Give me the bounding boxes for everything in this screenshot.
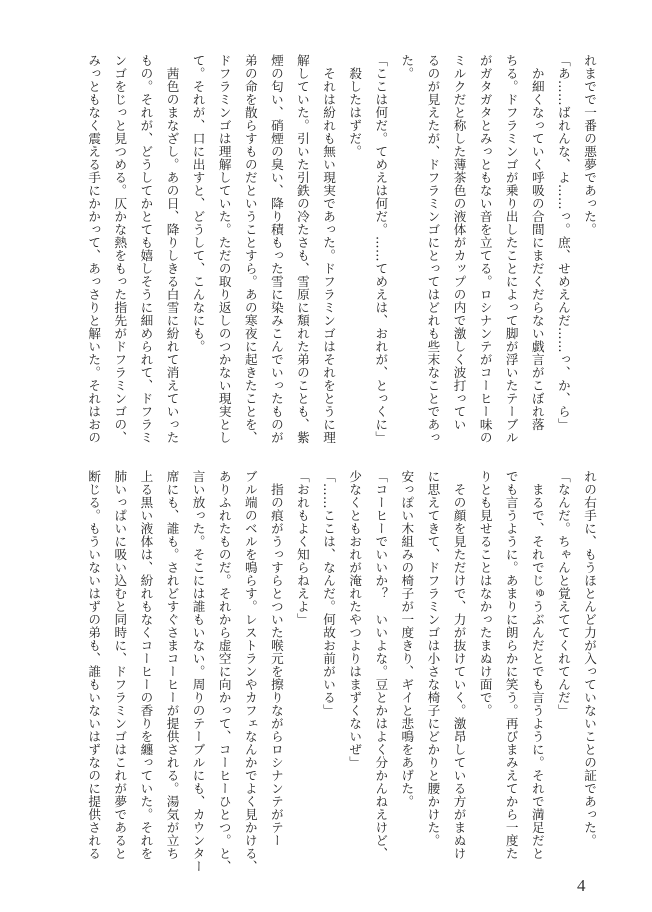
text-line: るのが見えたが、ドフラミンゴにとってはどれも些末なことであっ [425,54,441,444]
text-line: れの右手に、もうほとんど力が入っていないことの証であった。 [582,470,597,847]
text-line: 「あ……ばれんな、よ……っ。庶、せめえんだ……っ、か、ら」 [555,54,571,431]
text-line: ブル端のベルを鳴らす。レストランやカフェなんかでよく見かける、 [242,470,258,873]
text-line: 「おれもよく知らねえよ」 [294,470,310,626]
text-line: 茜色のまなざし。あの日、降りしきる白雪に紛れて消えていった [164,54,180,444]
text-line: 上る黒い液体は、紛れもなくコーヒーの香りを纏っていた。それを [138,470,154,860]
text-line: それは紛れも無い現実であった。ドフラミンゴはそれをとうに理 [321,54,337,444]
text-line: ミルクだと称した薄茶色の液体がカップの内で激しく波打ってい [451,54,467,431]
text-line: か細くなっていく呼吸の合間にまだくだらない戯言がこぼれ落 [529,54,545,431]
text-line: 少なくともおれが淹れたやつよりはまずくないぜ」 [347,470,363,769]
text-line: その顔を見ただけで、力が抜けていく。激昂している方がまぬけ [451,470,467,860]
text-line: ンゴをじっと見つめる。仄かな熱をもった指先がドフラミンゴの、 [112,54,128,444]
text-line: 席にも、誰も。されどすぐさまコーヒーが提供される。湯気が立ち [164,470,180,860]
text-line: 「……ここは、なんだ。何故お前がいる」 [321,470,337,717]
page-number: 4 [577,876,586,895]
text-line: 「コーヒーでいいか？ いいよな。豆とかはよく分かんねえけど、 [373,470,389,860]
text-line: 指の痕がうっすらとついた喉元を擦りながらロシナンテがテー [268,470,284,847]
text-line: 言い放った。そこには誰もいない。周りのテーブルにも、カウンター [190,470,206,873]
text-line: 煙の匂い、硝煙の臭い、降り積もった雪に染みこんでいったものが [268,54,284,444]
text-line: に思えてきて、ドフラミンゴは小さな椅子にどかりと腰かけた。 [425,470,441,847]
text-line: でも言うように。あまりに朗らかに笑う。再びまみえてから一度た [503,470,519,860]
text-line: 「なんだ。ちゃんと覚えててくれてんだ」 [555,470,571,717]
upper-text-block [80,54,602,446]
text-line: 解していた。引いた引鉄の冷たさも、雪原に頽れた弟のことも、紫 [294,54,310,444]
text-line: れまでで一番の悪夢であった。 [582,54,597,236]
text-line: 殺したはずだ。 [347,54,363,158]
text-line: まるで、それでじゅうぶんだとでも言うように。それで満足だと [529,470,545,860]
text-line: 安っぽい木組みの椅子が一度きり、ギイと悲鳴をあげた。 [399,470,415,808]
text-line: ちる。ドフラミンゴが乗り出したことによって脚が浮いたテーブル [503,54,519,444]
text-line: た。 [399,54,415,80]
text-line: 断じる。もういないはずの弟も、誰もいないはずなのに提供される [86,470,102,860]
text-line: もの。それが、どうしてかとても嬉しそうに細められて、ドフラミ [138,54,154,444]
text-line: て。それが、口に出すと、どうして、こんなにも。 [190,54,206,353]
text-line: りとも見せることはなかったまぬけ面で。 [477,470,493,717]
text-line: がガタガタとみっともない音を立てる。ロシナンテがコーヒー味の [477,54,493,444]
text-line: ドフラミンゴは理解していた。ただの取り返しのつかない現実とし [216,54,232,444]
text-line: みっともなく震える手にかかって、あっさりと解いた。それはおの [86,54,102,444]
text-line: ありふれたものだ。それから虚空に向かって、コーヒーひとつ。と、 [216,470,232,873]
text-line: 肺いっぱいに吸い込むと同時に、ドフラミンゴはこれが夢であると [112,470,128,860]
text-line: 弟の命を散らすものだということすら。あの寒夜に起きたことを、 [242,54,258,444]
lower-text-block [80,470,602,873]
text-line: 「ここは何だ。てめえは何だ。……てめえは、おれが、とっくに」 [373,54,389,444]
